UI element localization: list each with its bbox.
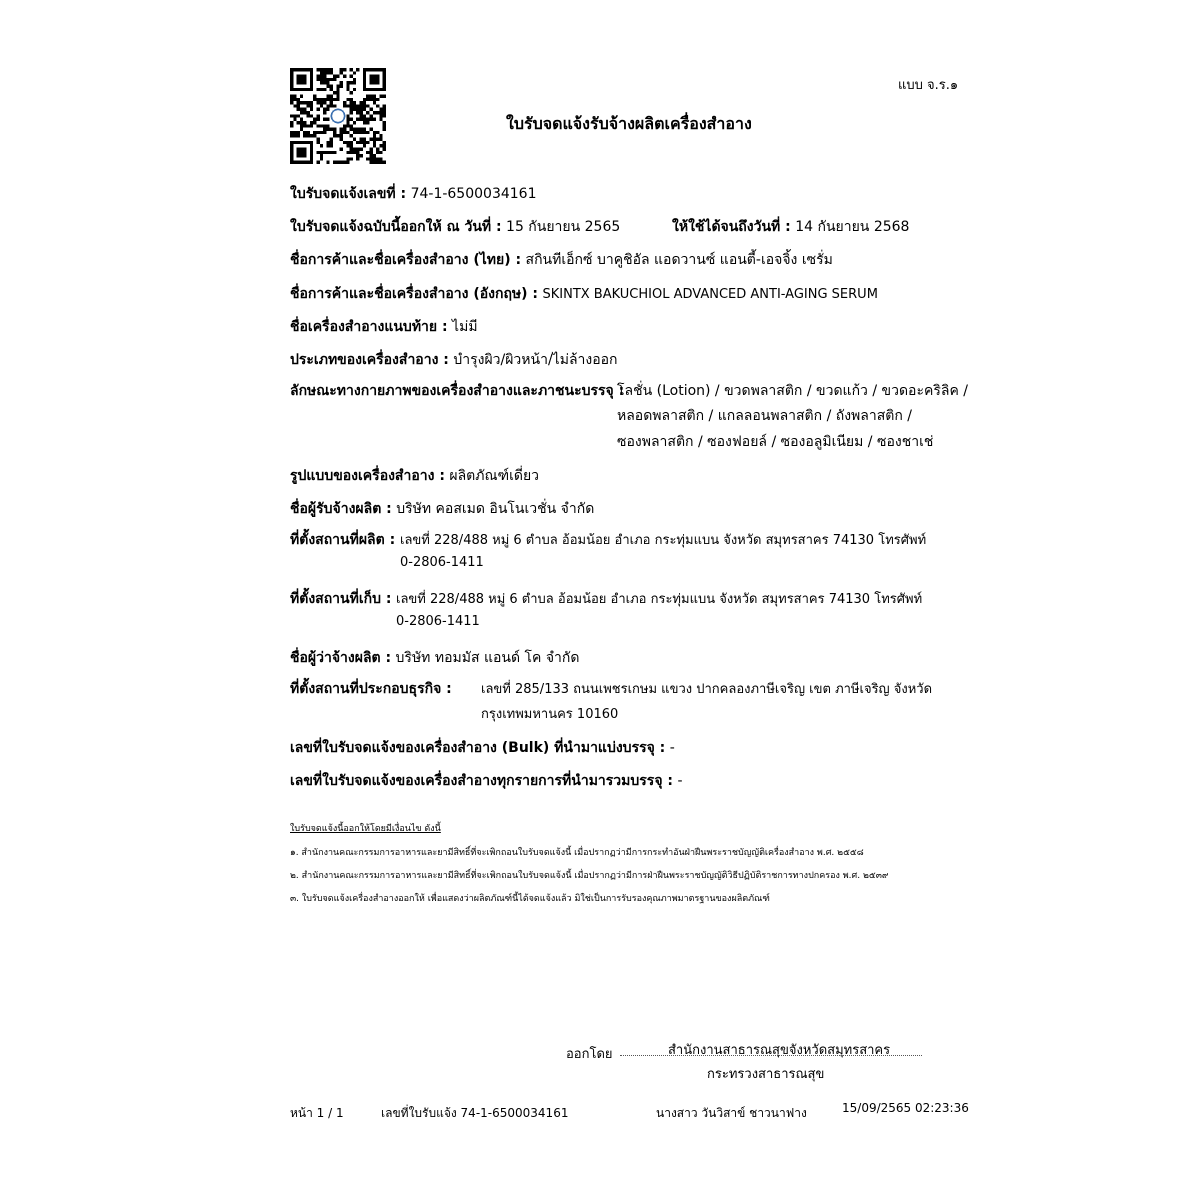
physical-line-2: หลอดพลาสติก / แกลลอนพลาสติก / ถังพลาสติก / (617, 408, 913, 424)
issued-by-ministry: กระทรวงสาธารณสุข (707, 1067, 825, 1082)
expiry-date-row: ให้ใช้ได้จนถึงวันที่ : 14 กันยายน 2568 (672, 219, 910, 235)
attached-name-row: ชื่อเครื่องสำอางแนบท้าย : ไม่มี (290, 319, 478, 335)
notification-no-row: ใบรับจดแจ้งเลขที่ : 74-1-6500034161 (290, 186, 537, 202)
format-value: ผลิตภัณฑ์เดี่ยว (449, 468, 540, 484)
attached-name-value: ไม่มี (452, 319, 478, 335)
all-items-no-value: - (677, 773, 683, 789)
issue-date-value: 15 กันยายน 2565 (506, 219, 621, 235)
production-site-line-1: เลขที่ 228/488 หมู่ 6 ตำบล อ้อมน้อย อำเภอ กระทุ่มแบน จังหวัด สมุทรสาคร 74130 โทรศัพท์ (400, 533, 927, 548)
storage-site-label: ที่ตั้งสถานที่เก็บ : (290, 591, 392, 607)
all-items-no-row: เลขที่ใบรับจดแจ้งของเครื่องสำอางทุกรายการที่นำมารวมบรรจุ : - (290, 773, 683, 789)
hirer-value: บริษัท ทอมมัส แอนด์ โค จำกัด (395, 650, 580, 666)
bulk-no-row: เลขที่ใบรับจดแจ้งของเครื่องสำอาง (Bulk) ที่นำมาแบ่งบรรจุ : - (290, 740, 675, 756)
footer-timestamp: 15/09/2565 02:23:36 (842, 1101, 969, 1115)
issued-by-label: ออกโดย (566, 1047, 613, 1062)
type-row: ประเภทของเครื่องสำอาง : บำรุงผิว/ผิวหน้า/ไม่ล้างออก (290, 352, 618, 368)
name-english-value: SKINTX BAKUCHIOL ADVANCED ANTI-AGING SERUM (542, 287, 878, 302)
page-number: หน้า 1 / 1 (290, 1106, 344, 1120)
expiry-date-value: 14 กันยายน 2568 (795, 219, 910, 235)
condition-item: ๒. สำนักงานคณะกรรมการอาหารและยามีสิทธิ์ที่จะเพิกถอนใบรับจดแจ้งนี้ เมื่อปรากฏว่ามีการฝ่าฝืนพระราชบัญญัติวิธีปฏิบัติราชการทางปกครอง พ.ศ. ๒๕๓๙ (290, 871, 889, 881)
condition-item: ๓. ใบรับจดแจ้งเครื่องสำอางออกให้ เพื่อแสดงว่าผลิตภัณฑ์นี้ได้จดแจ้งแล้ว มิใช่เป็นการรับรองคุณภาพมาตรฐานของผลิตภัณฑ์ (290, 894, 770, 904)
storage-site-line-2: 0-2806-1411 (396, 614, 480, 629)
manufacturer-value: บริษัท คอสเมด อินโนเวชั่น จำกัด (396, 501, 595, 517)
hirer-row: ชื่อผู้ว่าจ้างผลิต : บริษัท ทอมมัส แอนด์ โค จำกัด (290, 650, 580, 666)
notification-no-value: 74-1-6500034161 (410, 186, 537, 202)
name-thai-value: สกินทีเอ็กซ์ บาคูชิอัล แอดวานซ์ แอนตี้-เอจจิ้ง เซรั่ม (525, 252, 833, 268)
business-site-label: ที่ตั้งสถานที่ประกอบธุรกิจ : (290, 681, 452, 697)
physical-line-3: ซองพลาสติก / ซองฟอยล์ / ซองอลูมิเนียม / ซองชาเช่ (617, 434, 934, 450)
form-code: แบบ จ.ร.๑ (898, 78, 959, 93)
condition-item: ๑. สำนักงานคณะกรรมการอาหารและยามีสิทธิ์ที่จะเพิกถอนใบรับจดแจ้งนี้ เมื่อปรากฏว่ามีการกระทำอันฝ่าฝืนพระราชบัญญัติเครื่องสำอาง พ.ศ. ๒๕๕๘ (290, 848, 864, 858)
qr-logo-icon (331, 109, 344, 122)
issue-date-row: ใบรับจดแจ้งฉบับนี้ออกให้ ณ วันที่ : 15 กันยายน 2565 (290, 219, 621, 235)
bulk-no-value: - (669, 740, 675, 756)
business-site-line-1: เลขที่ 285/133 ถนนเพชรเกษม แขวง ปากคลองภาษีเจริญ เขต ภาษีเจริญ จังหวัด (481, 682, 933, 697)
business-site-line-2: กรุงเทพมหานคร 10160 (481, 707, 619, 722)
physical-label: ลักษณะทางกายภาพของเครื่องสำอางและภาชนะบรรจุ : (290, 383, 625, 399)
issued-by-office: สำนักงานสาธารณสุขจังหวัดสมุทรสาคร (668, 1043, 891, 1058)
footer-ref: เลขที่ใบรับแจ้ง 74-1-6500034161 (381, 1106, 569, 1120)
production-site-line-2: 0-2806-1411 (400, 555, 484, 570)
name-english-row: ชื่อการค้าและชื่อเครื่องสำอาง (อังกฤษ) : SKINTX BAKUCHIOL ADVANCED ANTI-AGING SERUM (290, 286, 878, 302)
storage-site-line-1: เลขที่ 228/488 หมู่ 6 ตำบล อ้อมน้อย อำเภอ กระทุ่มแบน จังหวัด สมุทรสาคร 74130 โทรศัพท์ (396, 592, 923, 607)
conditions-heading: ใบรับจดแจ้งนี้ออกให้โดยมีเงื่อนไข ดังนี้ (290, 824, 441, 834)
production-site-label: ที่ตั้งสถานที่ผลิต : (290, 532, 396, 548)
manufacturer-row: ชื่อผู้รับจ้างผลิต : บริษัท คอสเมด อินโนเวชั่น จำกัด (290, 501, 595, 517)
physical-line-1: โลชั่น (Lotion) / ขวดพลาสติก / ขวดแก้ว / ขวดอะคริลิค / (617, 383, 968, 399)
format-row: รูปแบบของเครื่องสำอาง : ผลิตภัณฑ์เดี่ยว (290, 468, 540, 484)
page-title: ใบรับจดแจ้งรับจ้างผลิตเครื่องสำอาง (506, 114, 752, 133)
signature-line (620, 1055, 922, 1056)
qr-code (290, 68, 386, 164)
footer-officer: นางสาว วันวิสาข์ ชาวนาฟาง (656, 1106, 807, 1120)
name-thai-row: ชื่อการค้าและชื่อเครื่องสำอาง (ไทย) : สกินทีเอ็กซ์ บาคูชิอัล แอดวานซ์ แอนตี้-เอจจิ้ง เซรั่ม (290, 252, 833, 268)
type-value: บำรุงผิว/ผิวหน้า/ไม่ล้างออก (453, 352, 618, 368)
